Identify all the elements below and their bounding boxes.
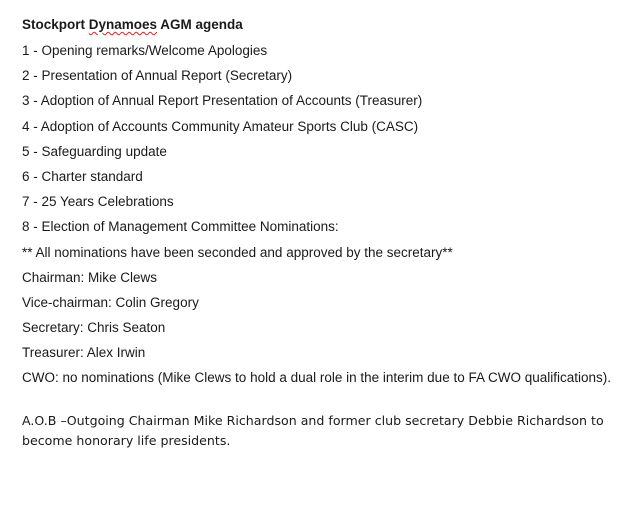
agenda-title: [22, 14, 622, 38]
agenda-item: 3 - Adoption of Annual Report Presentation of Accounts (Treasurer): [22, 93, 423, 109]
spellcheck-word[interactable]: Dynamoes: [88, 17, 158, 32]
nomination-cwo: CWO: no nominations (Mike Clews to hold a dual role in the interim due to FA CWO qualifications).: [22, 370, 612, 386]
nomination-vice-chairman: Vice-chairman: Colin Gregory: [22, 294, 199, 310]
agenda-item: 5 - Safeguarding update: [22, 143, 167, 159]
nominations-note: ** All nominations have been seconded and approved by the secretary**: [22, 244, 453, 260]
agenda-item: 4 - Adoption of Accounts Community Amateur Sports Club (CASC): [22, 118, 419, 134]
nomination-treasurer: Treasurer: Alex Irwin: [22, 345, 146, 361]
title-suffix: AGM agenda: [157, 17, 243, 32]
blank-line: [22, 391, 622, 411]
nomination-chairman: Chairman: Mike Clews: [22, 269, 158, 285]
document-page: [22, 14, 622, 451]
agenda-item: 8 - Election of Management Committee Nominations:: [22, 219, 339, 235]
agenda-item: 6 - Charter standard: [22, 168, 143, 184]
title-prefix: Stockport: [22, 17, 89, 32]
nomination-secretary: Secretary: Chris Seaton: [22, 320, 166, 336]
agenda-item: 1 - Opening remarks/Welcome Apologies: [22, 43, 268, 58]
agenda-item: 7 - 25 Years Celebrations: [22, 194, 174, 210]
agenda-item: 2 - Presentation of Annual Report (Secretary): [22, 68, 293, 84]
aob-paragraph: A.O.B –Outgoing Chairman Mike Richardson and former club secretary Debbie Richardson to become honorary life presidents.: [22, 412, 604, 448]
